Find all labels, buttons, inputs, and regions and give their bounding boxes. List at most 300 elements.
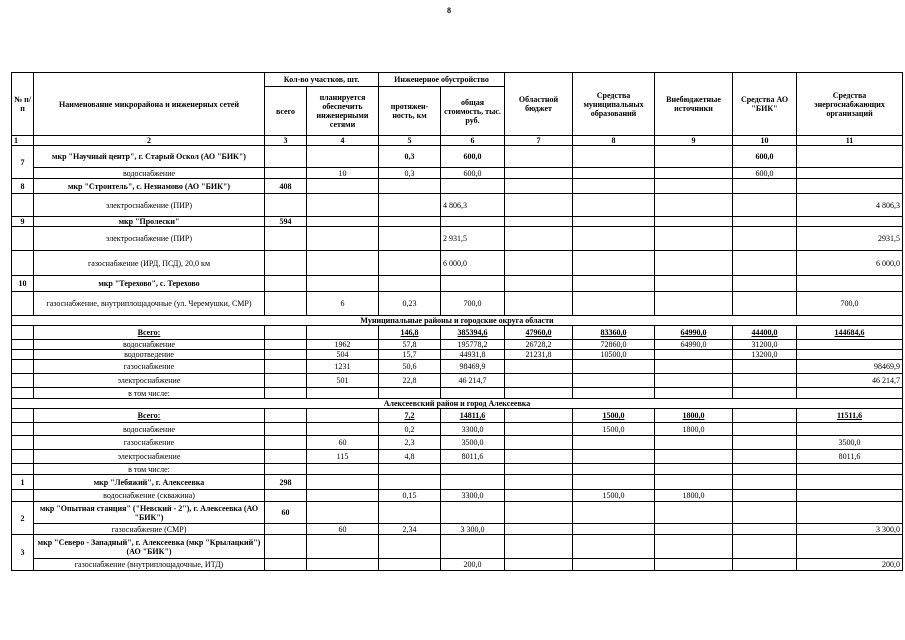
empty-cell <box>573 168 655 179</box>
colnum: 8 <box>573 136 655 146</box>
empty-cell <box>797 350 903 360</box>
table-row <box>12 194 903 217</box>
empty-cell <box>505 490 573 502</box>
empty-cell <box>655 217 733 227</box>
empty-cell <box>505 217 573 227</box>
empty-cell <box>441 179 505 194</box>
empty-cell <box>265 524 307 535</box>
offbudget-cell: 1800,0 <box>655 423 733 436</box>
empty-cell <box>12 423 34 436</box>
financing-table <box>11 72 903 571</box>
network-name: водоотведение <box>34 350 265 360</box>
empty-cell <box>505 360 573 374</box>
cost-cell: 44931,8 <box>441 350 505 360</box>
empty-cell <box>265 276 307 292</box>
empty-cell <box>12 251 34 276</box>
empty-cell <box>573 179 655 194</box>
table-row <box>12 388 903 399</box>
planned-cell: 1962 <box>307 340 379 350</box>
planned-cell: 504 <box>307 350 379 360</box>
empty-cell <box>655 251 733 276</box>
length-cell: 0,23 <box>379 292 441 316</box>
col-name-header: Наименование микрорайона и инженерных сетей <box>34 73 265 136</box>
empty-cell <box>12 292 34 316</box>
table-row <box>12 146 903 168</box>
empty-cell <box>307 464 379 475</box>
empty-cell <box>12 326 34 340</box>
empty-cell <box>573 475 655 490</box>
empty-cell <box>307 423 379 436</box>
total-row <box>12 409 903 423</box>
cost-cell: 46 214,7 <box>441 374 505 388</box>
table-row <box>12 227 903 251</box>
empty-cell <box>307 535 379 559</box>
empty-cell <box>573 464 655 475</box>
empty-cell <box>12 350 34 360</box>
col-cost-header: общая стоимость, тыс. руб. <box>441 87 505 136</box>
col-planned-header: планируется обеспечить инженерными сетями <box>307 87 379 136</box>
empty-cell <box>797 475 903 490</box>
empty-cell <box>505 374 573 388</box>
network-name: газоснабжение (внутриплощадочные, ИТД) <box>34 559 265 571</box>
energy-cell: 11511,6 <box>797 409 903 423</box>
cost-cell: 3300,0 <box>441 423 505 436</box>
empty-cell <box>265 350 307 360</box>
empty-cell <box>441 475 505 490</box>
district-name: мкр "Опытная станция" ("Невский - 2"), г. Алексеевка (АО "БИК") <box>34 502 265 524</box>
regional-cell: 21231,8 <box>505 350 573 360</box>
planned-cell: 10 <box>307 168 379 179</box>
total-label: Всего: <box>34 409 265 423</box>
empty-cell <box>379 502 441 524</box>
energy-cell: 3 300,0 <box>797 524 903 535</box>
empty-cell <box>307 502 379 524</box>
energy-cell: 98469,9 <box>797 360 903 374</box>
empty-cell <box>797 502 903 524</box>
empty-cell <box>12 194 34 217</box>
empty-cell <box>12 374 34 388</box>
cost-cell: 98469,9 <box>441 360 505 374</box>
empty-cell <box>733 388 797 399</box>
table-row <box>12 524 903 535</box>
empty-cell <box>655 350 733 360</box>
municipal-cell: 1500,0 <box>573 409 655 423</box>
empty-cell <box>655 502 733 524</box>
page-number: 8 <box>447 6 451 15</box>
cost-cell: 600,0 <box>441 168 505 179</box>
planned-cell: 6 <box>307 292 379 316</box>
length-cell: 0,2 <box>379 423 441 436</box>
table-row <box>12 450 903 464</box>
empty-cell <box>655 227 733 251</box>
empty-cell <box>265 423 307 436</box>
colnum: 11 <box>797 136 903 146</box>
empty-cell <box>573 251 655 276</box>
header-row-1 <box>12 73 903 87</box>
empty-cell <box>265 168 307 179</box>
bik-cell: 600,0 <box>733 168 797 179</box>
empty-cell <box>733 559 797 571</box>
table-row <box>12 360 903 374</box>
empty-cell <box>307 217 379 227</box>
energy-cell: 8011,6 <box>797 450 903 464</box>
colnum: 3 <box>265 136 307 146</box>
row-number: 8 <box>12 179 34 194</box>
empty-cell <box>505 146 573 168</box>
offbudget-cell: 1800,0 <box>655 490 733 502</box>
section-title: Муниципальные районы и городские округа области <box>12 316 903 326</box>
district-name: мкр "Лебяжий", г. Алексеевка <box>34 475 265 490</box>
empty-cell <box>265 326 307 340</box>
empty-cell <box>733 179 797 194</box>
empty-cell <box>797 490 903 502</box>
table-row <box>12 276 903 292</box>
length-cell: 2,34 <box>379 524 441 535</box>
empty-cell <box>655 360 733 374</box>
municipal-cell: 1500,0 <box>573 423 655 436</box>
empty-cell <box>265 227 307 251</box>
empty-cell <box>733 490 797 502</box>
empty-cell <box>733 292 797 316</box>
empty-cell <box>265 194 307 217</box>
offbudget-cell: 1800,0 <box>655 409 733 423</box>
empty-cell <box>655 179 733 194</box>
empty-cell <box>505 179 573 194</box>
colnum: 1 <box>12 136 34 146</box>
empty-cell <box>307 475 379 490</box>
empty-cell <box>307 276 379 292</box>
colnum: 5 <box>379 136 441 146</box>
empty-cell <box>265 146 307 168</box>
bik-cell: 600,0 <box>733 146 797 168</box>
empty-cell <box>441 388 505 399</box>
length-cell: 50,6 <box>379 360 441 374</box>
empty-cell <box>573 360 655 374</box>
empty-cell <box>733 409 797 423</box>
empty-cell <box>573 227 655 251</box>
colnum: 4 <box>307 136 379 146</box>
empty-cell <box>573 146 655 168</box>
empty-cell <box>573 388 655 399</box>
empty-cell <box>307 490 379 502</box>
empty-cell <box>441 217 505 227</box>
empty-cell <box>733 251 797 276</box>
including-label: в том числе: <box>34 464 265 475</box>
empty-cell <box>797 168 903 179</box>
empty-cell <box>733 502 797 524</box>
empty-cell <box>505 559 573 571</box>
table-row <box>12 179 903 194</box>
network-name: водоснабжение (скважина) <box>34 490 265 502</box>
cost-cell: 700,0 <box>441 292 505 316</box>
empty-cell <box>12 409 34 423</box>
empty-cell <box>505 464 573 475</box>
cost-cell: 2 931,5 <box>441 227 505 251</box>
empty-cell <box>573 450 655 464</box>
empty-cell <box>379 475 441 490</box>
empty-cell <box>655 194 733 217</box>
empty-cell <box>573 535 655 559</box>
network-name: электроснабжение <box>34 374 265 388</box>
empty-cell <box>733 535 797 559</box>
empty-cell <box>265 388 307 399</box>
empty-cell <box>379 227 441 251</box>
row-number: 2 <box>12 502 34 535</box>
energy-cell: 6 000,0 <box>797 251 903 276</box>
empty-cell <box>265 436 307 450</box>
empty-cell <box>12 227 34 251</box>
district-name: мкр "Северо - Западный", г. Алексеевка (мкр "Крылацкий") (АО "БИК") <box>34 535 265 559</box>
col-total-header: всего <box>265 87 307 136</box>
empty-cell <box>655 388 733 399</box>
empty-cell <box>265 374 307 388</box>
total-plots-cell: 408 <box>265 179 307 194</box>
empty-cell <box>797 535 903 559</box>
table-row <box>12 168 903 179</box>
empty-cell <box>12 340 34 350</box>
cost-cell: 195778,2 <box>441 340 505 350</box>
empty-cell <box>573 276 655 292</box>
empty-cell <box>733 450 797 464</box>
empty-cell <box>505 409 573 423</box>
empty-cell <box>655 374 733 388</box>
municipal-cell: 1500,0 <box>573 490 655 502</box>
empty-cell <box>573 194 655 217</box>
length-cell: 4,8 <box>379 450 441 464</box>
cost-cell: 4 806,3 <box>441 194 505 217</box>
energy-cell: 3500,0 <box>797 436 903 450</box>
municipal-cell: 10500,0 <box>573 350 655 360</box>
municipal-cell: 72860,0 <box>573 340 655 350</box>
empty-cell <box>505 502 573 524</box>
table-row <box>12 464 903 475</box>
bik-cell: 13200,0 <box>733 350 797 360</box>
empty-cell <box>307 146 379 168</box>
empty-cell <box>307 179 379 194</box>
length-cell: 0,3 <box>379 146 441 168</box>
municipal-cell: 83360,0 <box>573 326 655 340</box>
network-name: электроснабжение (ПИР) <box>34 227 265 251</box>
table-row <box>12 251 903 276</box>
empty-cell <box>307 326 379 340</box>
empty-cell <box>12 388 34 399</box>
table-row <box>12 292 903 316</box>
empty-cell <box>733 194 797 217</box>
empty-cell <box>307 559 379 571</box>
network-name: газоснабжение, внутриплощадочные (ул. Черемушки, СМР) <box>34 292 265 316</box>
total-plots-cell: 594 <box>265 217 307 227</box>
planned-cell: 501 <box>307 374 379 388</box>
empty-cell <box>573 524 655 535</box>
empty-cell <box>733 360 797 374</box>
empty-cell <box>12 490 34 502</box>
energy-cell: 200,0 <box>797 559 903 571</box>
colnum: 2 <box>34 136 265 146</box>
length-cell: 0,15 <box>379 490 441 502</box>
cost-cell: 600,0 <box>441 146 505 168</box>
length-cell: 146,8 <box>379 326 441 340</box>
col-municipal-header: Средства муниципальных образований <box>573 73 655 136</box>
empty-cell <box>265 559 307 571</box>
network-name: электроснабжение (ПИР) <box>34 194 265 217</box>
empty-cell <box>12 436 34 450</box>
total-plots-cell: 60 <box>265 502 307 524</box>
cost-cell: 3500,0 <box>441 436 505 450</box>
empty-cell <box>505 292 573 316</box>
empty-cell <box>265 292 307 316</box>
table-row <box>12 490 903 502</box>
table-row <box>12 217 903 227</box>
network-name: газоснабжение <box>34 436 265 450</box>
cost-cell: 8011,6 <box>441 450 505 464</box>
colnum: 7 <box>505 136 573 146</box>
regional-cell: 47960,0 <box>505 326 573 340</box>
empty-cell <box>265 340 307 350</box>
empty-cell <box>797 146 903 168</box>
total-row <box>12 326 903 340</box>
bik-cell: 31200,0 <box>733 340 797 350</box>
energy-cell: 46 214,7 <box>797 374 903 388</box>
network-name: электроснабжение <box>34 450 265 464</box>
empty-cell <box>655 276 733 292</box>
col-engineering-header: Инженерное обустройство <box>379 73 505 87</box>
empty-cell <box>441 535 505 559</box>
total-plots-cell: 298 <box>265 475 307 490</box>
district-name: мкр "Научный центр", г. Старый Оскол (АО "БИК") <box>34 146 265 168</box>
length-cell: 2,3 <box>379 436 441 450</box>
empty-cell <box>307 194 379 217</box>
cost-cell: 14811,6 <box>441 409 505 423</box>
cost-cell: 3300,0 <box>441 490 505 502</box>
energy-cell: 4 806,3 <box>797 194 903 217</box>
empty-cell <box>12 450 34 464</box>
column-numbers-row <box>12 136 903 146</box>
table-row <box>12 535 903 559</box>
empty-cell <box>265 450 307 464</box>
empty-cell <box>655 292 733 316</box>
empty-cell <box>573 374 655 388</box>
col-offbudget-header: Внебюджетные источники <box>655 73 733 136</box>
planned-cell: 60 <box>307 524 379 535</box>
empty-cell <box>505 535 573 559</box>
empty-cell <box>733 276 797 292</box>
empty-cell <box>655 464 733 475</box>
empty-cell <box>265 409 307 423</box>
empty-cell <box>733 464 797 475</box>
row-number: 7 <box>12 146 34 179</box>
empty-cell <box>379 535 441 559</box>
colnum: 6 <box>441 136 505 146</box>
empty-cell <box>379 179 441 194</box>
empty-cell <box>573 502 655 524</box>
empty-cell <box>733 374 797 388</box>
section-row <box>12 399 903 409</box>
offbudget-cell: 64990,0 <box>655 326 733 340</box>
empty-cell <box>379 251 441 276</box>
empty-cell <box>797 464 903 475</box>
empty-cell <box>797 388 903 399</box>
energy-cell: 2931,5 <box>797 227 903 251</box>
empty-cell <box>307 388 379 399</box>
empty-cell <box>505 227 573 251</box>
length-cell: 7,2 <box>379 409 441 423</box>
energy-cell: 700,0 <box>797 292 903 316</box>
network-name: водоснабжение <box>34 168 265 179</box>
empty-cell <box>573 292 655 316</box>
network-name: газоснабжение (СМР) <box>34 524 265 535</box>
empty-cell <box>655 524 733 535</box>
section-title: Алексеевский район и город Алексеевка <box>12 399 903 409</box>
empty-cell <box>505 524 573 535</box>
table-row <box>12 475 903 490</box>
empty-cell <box>505 450 573 464</box>
table-row <box>12 423 903 436</box>
empty-cell <box>733 475 797 490</box>
empty-cell <box>505 251 573 276</box>
col-regional-header: Областной бюджет <box>505 73 573 136</box>
empty-cell <box>265 535 307 559</box>
empty-cell <box>655 168 733 179</box>
district-name: мкр "Строитель", с. Незнамово (АО "БИК") <box>34 179 265 194</box>
district-name: мкр "Терехово", с. Терехово <box>34 276 265 292</box>
total-label: Всего: <box>34 326 265 340</box>
empty-cell <box>505 276 573 292</box>
empty-cell <box>655 535 733 559</box>
length-cell: 22,8 <box>379 374 441 388</box>
empty-cell <box>12 360 34 374</box>
table-row <box>12 559 903 571</box>
bik-cell: 44400,0 <box>733 326 797 340</box>
empty-cell <box>379 194 441 217</box>
empty-cell <box>505 194 573 217</box>
planned-cell: 60 <box>307 436 379 450</box>
empty-cell <box>733 423 797 436</box>
empty-cell <box>797 276 903 292</box>
empty-cell <box>307 409 379 423</box>
cost-cell: 3 300,0 <box>441 524 505 535</box>
energy-cell: 144684,6 <box>797 326 903 340</box>
table-row <box>12 374 903 388</box>
planned-cell: 1231 <box>307 360 379 374</box>
empty-cell <box>733 436 797 450</box>
empty-cell <box>441 276 505 292</box>
empty-cell <box>797 179 903 194</box>
empty-cell <box>655 475 733 490</box>
empty-cell <box>733 217 797 227</box>
empty-cell <box>573 217 655 227</box>
empty-cell <box>265 360 307 374</box>
length-cell: 57,8 <box>379 340 441 350</box>
length-cell: 15,7 <box>379 350 441 360</box>
empty-cell <box>307 227 379 251</box>
empty-cell <box>655 559 733 571</box>
empty-cell <box>265 464 307 475</box>
colnum: 10 <box>733 136 797 146</box>
col-num-header: № п/п <box>12 73 34 136</box>
empty-cell <box>797 217 903 227</box>
empty-cell <box>505 388 573 399</box>
empty-cell <box>505 423 573 436</box>
table-row <box>12 436 903 450</box>
empty-cell <box>307 251 379 276</box>
empty-cell <box>379 559 441 571</box>
col-length-header: протяжен- ность, км <box>379 87 441 136</box>
empty-cell <box>655 450 733 464</box>
network-name: газоснабжение (ИРД, ПСД), 20,0 км <box>34 251 265 276</box>
row-number: 1 <box>12 475 34 490</box>
length-cell: 0,3 <box>379 168 441 179</box>
empty-cell <box>797 423 903 436</box>
